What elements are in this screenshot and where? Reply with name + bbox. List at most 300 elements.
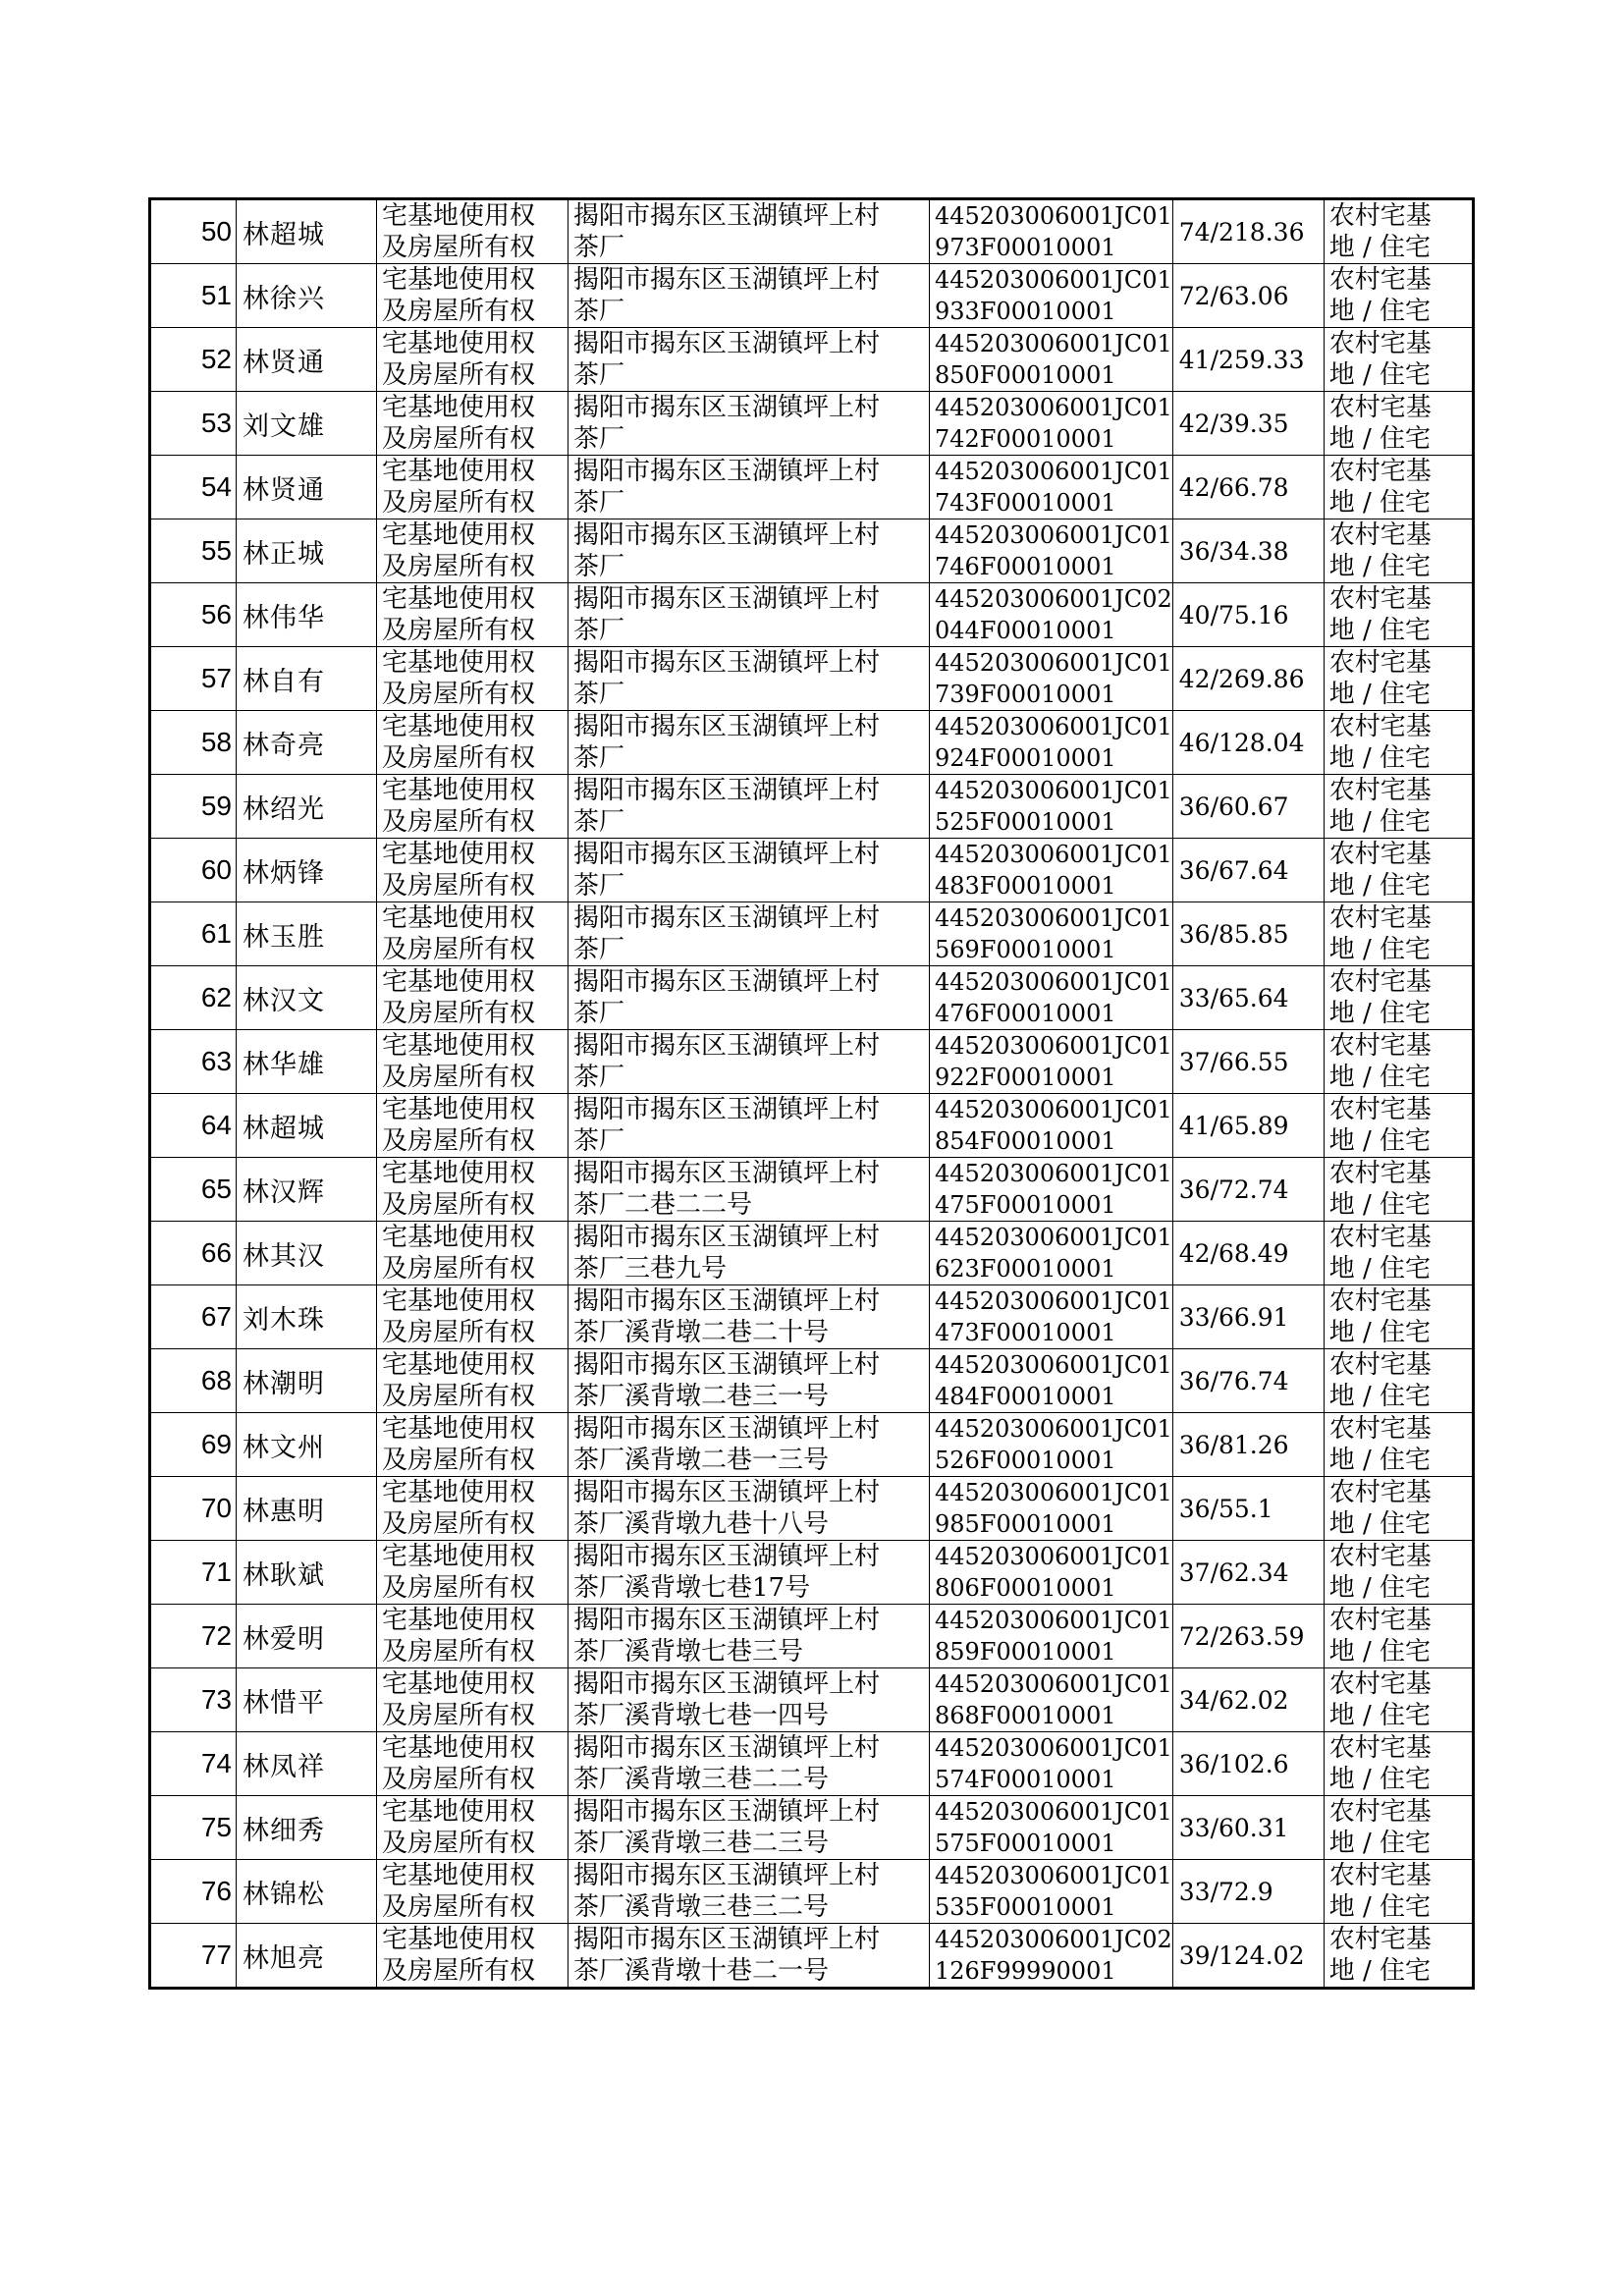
- table-row: [150, 1285, 1474, 1349]
- owner-name-cell: 林细秀: [237, 1796, 377, 1860]
- address-line: 茶厂: [573, 680, 625, 709]
- land-use-line: 农村宅基: [1328, 1925, 1432, 1954]
- right-type-line: 宅基地使用权: [382, 201, 536, 231]
- address-line: 茶厂: [573, 743, 625, 773]
- address-line: 茶厂溪背墩七巷三号: [573, 1637, 804, 1667]
- land-use-cell: [1324, 1094, 1473, 1158]
- land-use-line: 地 / 住宅: [1328, 1382, 1432, 1411]
- right-type-line: 及房屋所有权: [382, 1892, 536, 1922]
- land-use-cell: [1324, 328, 1473, 392]
- right-type-line: 宅基地使用权: [382, 1542, 536, 1571]
- area-cell: 33/66.91: [1172, 1285, 1324, 1349]
- address-line: 揭阳市揭东区玉湖镇坪上村: [573, 1861, 881, 1890]
- area-cell: 42/269.86: [1172, 647, 1324, 711]
- right-type-line: 及房屋所有权: [382, 360, 536, 390]
- land-use-line: 农村宅基: [1328, 520, 1432, 550]
- certificate-number-cell: [930, 328, 1173, 392]
- table-body: [150, 199, 1474, 1989]
- area-cell: 36/67.64: [1172, 839, 1324, 902]
- land-use-line: 地 / 住宅: [1328, 360, 1432, 390]
- address-line: 茶厂: [573, 999, 625, 1028]
- right-type-line: 及房屋所有权: [382, 935, 536, 964]
- land-use-cell: [1324, 264, 1473, 328]
- right-type-line: 宅基地使用权: [382, 1925, 536, 1954]
- land-use-line: 农村宅基: [1328, 1031, 1432, 1061]
- row-number-cell: 76: [150, 1860, 237, 1924]
- right-type-line: 及房屋所有权: [382, 1318, 536, 1347]
- land-use-cell: [1324, 1541, 1473, 1605]
- certificate-number-line: 445203006001JC01: [935, 1862, 1172, 1889]
- address-line: 茶厂: [573, 871, 625, 901]
- land-use-line: 地 / 住宅: [1328, 1892, 1432, 1922]
- certificate-number-line: 854F00010001: [935, 1127, 1116, 1155]
- right-type-cell: [377, 1094, 568, 1158]
- right-type-line: 及房屋所有权: [382, 552, 536, 581]
- area-cell: 33/60.31: [1172, 1796, 1324, 1860]
- right-type-line: 及房屋所有权: [382, 616, 536, 645]
- land-use-line: 农村宅基: [1328, 1095, 1432, 1124]
- address-cell: [568, 264, 930, 328]
- row-number-cell: 70: [150, 1477, 237, 1541]
- row-number-cell: 75: [150, 1796, 237, 1860]
- address-cell: [568, 1030, 930, 1094]
- land-use-line: 地 / 住宅: [1328, 743, 1432, 773]
- land-use-cell: [1324, 199, 1473, 264]
- address-cell: [568, 519, 930, 583]
- owner-name-cell: 林奇亮: [237, 711, 377, 775]
- address-cell: [568, 1094, 930, 1158]
- land-use-cell: [1324, 1860, 1473, 1924]
- certificate-number-line: 445203006001JC01: [935, 904, 1172, 932]
- address-cell: [568, 839, 930, 902]
- right-type-cell: [377, 647, 568, 711]
- right-type-line: 宅基地使用权: [382, 1478, 536, 1507]
- area-cell: 42/68.49: [1172, 1222, 1324, 1285]
- certificate-number-cell: [930, 1285, 1173, 1349]
- address-line: 揭阳市揭东区玉湖镇坪上村: [573, 265, 881, 295]
- certificate-number-line: 739F00010001: [935, 681, 1116, 708]
- land-use-line: 地 / 住宅: [1328, 1126, 1432, 1156]
- address-line: 茶厂: [573, 552, 625, 581]
- registration-table: [148, 197, 1475, 1990]
- owner-name-cell: 林绍光: [237, 775, 377, 839]
- address-line: 揭阳市揭东区玉湖镇坪上村: [573, 329, 881, 358]
- table-row: [150, 328, 1474, 392]
- right-type-line: 宅基地使用权: [382, 1414, 536, 1444]
- land-use-line: 地 / 住宅: [1328, 1829, 1432, 1858]
- certificate-number-line: 445203006001JC01: [935, 968, 1172, 996]
- land-use-cell: [1324, 1030, 1473, 1094]
- land-use-line: 农村宅基: [1328, 1733, 1432, 1763]
- land-use-cell: [1324, 456, 1473, 519]
- row-number-cell: 58: [150, 711, 237, 775]
- right-type-line: 宅基地使用权: [382, 1797, 536, 1827]
- certificate-number-cell: [930, 711, 1173, 775]
- certificate-number-line: 445203006001JC01: [935, 841, 1172, 868]
- owner-name-cell: 林惠明: [237, 1477, 377, 1541]
- address-line: 茶厂溪背墩七巷17号: [573, 1573, 811, 1603]
- owner-name-cell: 林锦松: [237, 1860, 377, 1924]
- right-type-line: 及房屋所有权: [382, 680, 536, 709]
- right-type-cell: [377, 1860, 568, 1924]
- row-number-cell: 64: [150, 1094, 237, 1158]
- address-cell: [568, 1860, 930, 1924]
- address-cell: [568, 647, 930, 711]
- table-row: [150, 1796, 1474, 1860]
- land-use-cell: [1324, 711, 1473, 775]
- land-use-line: 农村宅基: [1328, 648, 1432, 678]
- land-use-line: 地 / 住宅: [1328, 1318, 1432, 1347]
- right-type-line: 宅基地使用权: [382, 1861, 536, 1890]
- table-row: [150, 966, 1474, 1030]
- land-use-line: 地 / 住宅: [1328, 1190, 1432, 1220]
- land-use-line: 农村宅基: [1328, 967, 1432, 997]
- certificate-number-cell: [930, 902, 1173, 966]
- certificate-number-line: 445203006001JC01: [935, 1351, 1172, 1379]
- table-row: [150, 519, 1474, 583]
- right-type-line: 宅基地使用权: [382, 1095, 536, 1124]
- address-line: 揭阳市揭东区玉湖镇坪上村: [573, 1606, 881, 1635]
- right-type-line: 宅基地使用权: [382, 1223, 536, 1252]
- land-use-line: 农村宅基: [1328, 1861, 1432, 1890]
- certificate-number-line: 445203006001JC01: [935, 1607, 1172, 1634]
- row-number-cell: 77: [150, 1924, 237, 1989]
- certificate-number-line: 445203006001JC02: [935, 1926, 1172, 1953]
- owner-name-cell: 林惜平: [237, 1668, 377, 1732]
- certificate-number-line: 445203006001JC01: [935, 1224, 1172, 1251]
- address-cell: [568, 1732, 930, 1796]
- table-row: [150, 1094, 1474, 1158]
- table-row: [150, 902, 1474, 966]
- certificate-number-line: 445203006001JC01: [935, 458, 1172, 485]
- certificate-number-line: 445203006001JC01: [935, 1479, 1172, 1506]
- land-use-cell: [1324, 1605, 1473, 1668]
- certificate-number-cell: [930, 1477, 1173, 1541]
- certificate-number-cell: [930, 583, 1173, 647]
- address-line: 揭阳市揭东区玉湖镇坪上村: [573, 712, 881, 741]
- owner-name-cell: 林贤通: [237, 328, 377, 392]
- certificate-number-cell: [930, 1158, 1173, 1222]
- right-type-cell: [377, 839, 568, 902]
- table-row: [150, 1030, 1474, 1094]
- table-row: [150, 392, 1474, 456]
- certificate-number-line: 445203006001JC01: [935, 1670, 1172, 1698]
- right-type-cell: [377, 1796, 568, 1860]
- area-cell: 36/102.6: [1172, 1732, 1324, 1796]
- address-line: 揭阳市揭东区玉湖镇坪上村: [573, 1223, 881, 1252]
- right-type-line: 宅基地使用权: [382, 393, 536, 422]
- certificate-number-line: 483F00010001: [935, 872, 1116, 900]
- area-cell: 42/66.78: [1172, 456, 1324, 519]
- address-cell: [568, 1796, 930, 1860]
- area-cell: 36/81.26: [1172, 1413, 1324, 1477]
- row-number-cell: 53: [150, 392, 237, 456]
- certificate-number-line: 473F00010001: [935, 1319, 1116, 1346]
- owner-name-cell: 林正城: [237, 519, 377, 583]
- address-line: 揭阳市揭东区玉湖镇坪上村: [573, 1095, 881, 1124]
- certificate-number-line: 574F00010001: [935, 1766, 1116, 1793]
- certificate-number-line: 445203006001JC01: [935, 1032, 1172, 1060]
- right-type-line: 及房屋所有权: [382, 488, 536, 518]
- address-line: 揭阳市揭东区玉湖镇坪上村: [573, 967, 881, 997]
- address-cell: [568, 583, 930, 647]
- right-type-cell: [377, 1349, 568, 1413]
- certificate-number-cell: [930, 1222, 1173, 1285]
- address-line: 揭阳市揭东区玉湖镇坪上村: [573, 1414, 881, 1444]
- certificate-number-line: 445203006001JC01: [935, 1734, 1172, 1762]
- table-row: [150, 583, 1474, 647]
- right-type-cell: [377, 583, 568, 647]
- row-number-cell: 59: [150, 775, 237, 839]
- table-row: [150, 456, 1474, 519]
- land-use-cell: [1324, 583, 1473, 647]
- land-use-line: 农村宅基: [1328, 265, 1432, 295]
- address-line: 茶厂: [573, 807, 625, 837]
- right-type-cell: [377, 1668, 568, 1732]
- land-use-line: 农村宅基: [1328, 1542, 1432, 1571]
- certificate-number-line: 868F00010001: [935, 1702, 1116, 1729]
- certificate-number-line: 535F00010001: [935, 1893, 1116, 1921]
- certificate-number-line: 445203006001JC01: [935, 649, 1172, 677]
- address-line: 茶厂溪背墩二巷一三号: [573, 1446, 830, 1475]
- row-number-cell: 61: [150, 902, 237, 966]
- land-use-line: 地 / 住宅: [1328, 871, 1432, 901]
- address-line: 揭阳市揭东区玉湖镇坪上村: [573, 1925, 881, 1954]
- right-type-cell: [377, 902, 568, 966]
- certificate-number-line: 742F00010001: [935, 425, 1116, 453]
- right-type-line: 及房屋所有权: [382, 1446, 536, 1475]
- row-number-cell: 68: [150, 1349, 237, 1413]
- certificate-number-line: 743F00010001: [935, 489, 1116, 517]
- address-line: 茶厂溪背墩三巷三二号: [573, 1892, 830, 1922]
- area-cell: 46/128.04: [1172, 711, 1324, 775]
- area-cell: 37/66.55: [1172, 1030, 1324, 1094]
- owner-name-cell: 林贤通: [237, 456, 377, 519]
- address-line: 揭阳市揭东区玉湖镇坪上村: [573, 1031, 881, 1061]
- right-type-line: 宅基地使用权: [382, 265, 536, 295]
- certificate-number-line: 445203006001JC01: [935, 777, 1172, 804]
- land-use-cell: [1324, 1349, 1473, 1413]
- address-cell: [568, 1924, 930, 1989]
- address-line: 揭阳市揭东区玉湖镇坪上村: [573, 776, 881, 805]
- row-number-cell: 66: [150, 1222, 237, 1285]
- right-type-line: 宅基地使用权: [382, 584, 536, 614]
- right-type-cell: [377, 711, 568, 775]
- address-line: 揭阳市揭东区玉湖镇坪上村: [573, 201, 881, 231]
- table-row: [150, 1349, 1474, 1413]
- address-cell: [568, 1349, 930, 1413]
- certificate-number-cell: [930, 966, 1173, 1030]
- land-use-line: 农村宅基: [1328, 1669, 1432, 1699]
- owner-name-cell: 林其汉: [237, 1222, 377, 1285]
- row-number-cell: 54: [150, 456, 237, 519]
- area-cell: 40/75.16: [1172, 583, 1324, 647]
- right-type-cell: [377, 1222, 568, 1285]
- certificate-number-cell: [930, 1796, 1173, 1860]
- land-use-cell: [1324, 902, 1473, 966]
- land-use-line: 地 / 住宅: [1328, 1701, 1432, 1730]
- certificate-number-cell: [930, 1860, 1173, 1924]
- address-cell: [568, 1668, 930, 1732]
- certificate-number-line: 806F00010001: [935, 1574, 1116, 1602]
- land-use-line: 地 / 住宅: [1328, 1573, 1432, 1603]
- address-line: 茶厂溪背墩七巷一四号: [573, 1701, 830, 1730]
- address-line: 揭阳市揭东区玉湖镇坪上村: [573, 1797, 881, 1827]
- land-use-line: 地 / 住宅: [1328, 1765, 1432, 1794]
- table-row: [150, 1477, 1474, 1541]
- area-cell: 33/72.9: [1172, 1860, 1324, 1924]
- right-type-line: 及房屋所有权: [382, 1956, 536, 1986]
- owner-name-cell: 刘木珠: [237, 1285, 377, 1349]
- address-line: 揭阳市揭东区玉湖镇坪上村: [573, 648, 881, 678]
- certificate-number-line: 623F00010001: [935, 1255, 1116, 1283]
- right-type-line: 及房屋所有权: [382, 424, 536, 454]
- row-number-cell: 56: [150, 583, 237, 647]
- certificate-number-line: 445203006001JC01: [935, 1543, 1172, 1570]
- certificate-number-line: 746F00010001: [935, 553, 1116, 580]
- right-type-cell: [377, 1158, 568, 1222]
- address-cell: [568, 456, 930, 519]
- address-cell: [568, 711, 930, 775]
- certificate-number-line: 445203006001JC01: [935, 1798, 1172, 1826]
- area-cell: 36/60.67: [1172, 775, 1324, 839]
- owner-name-cell: 林旭亮: [237, 1924, 377, 1989]
- owner-name-cell: 林华雄: [237, 1030, 377, 1094]
- row-number-cell: 63: [150, 1030, 237, 1094]
- land-use-line: 地 / 住宅: [1328, 807, 1432, 837]
- right-type-line: 及房屋所有权: [382, 233, 536, 262]
- address-line: 揭阳市揭东区玉湖镇坪上村: [573, 1542, 881, 1571]
- address-line: 揭阳市揭东区玉湖镇坪上村: [573, 1350, 881, 1380]
- land-use-line: 农村宅基: [1328, 584, 1432, 614]
- owner-name-cell: 林汉辉: [237, 1158, 377, 1222]
- address-cell: [568, 392, 930, 456]
- land-use-cell: [1324, 1796, 1473, 1860]
- owner-name-cell: 刘文雄: [237, 392, 377, 456]
- certificate-number-cell: [930, 775, 1173, 839]
- address-line: 茶厂二巷二二号: [573, 1190, 753, 1220]
- land-use-line: 农村宅基: [1328, 329, 1432, 358]
- right-type-line: 及房屋所有权: [382, 999, 536, 1028]
- land-use-line: 农村宅基: [1328, 1223, 1432, 1252]
- land-use-line: 地 / 住宅: [1328, 999, 1432, 1028]
- right-type-line: 及房屋所有权: [382, 1254, 536, 1284]
- area-cell: 36/76.74: [1172, 1349, 1324, 1413]
- owner-name-cell: 林爱明: [237, 1605, 377, 1668]
- land-use-cell: [1324, 1158, 1473, 1222]
- right-type-line: 宅基地使用权: [382, 520, 536, 550]
- certificate-number-line: 476F00010001: [935, 1000, 1116, 1027]
- certificate-number-line: 445203006001JC01: [935, 1287, 1172, 1315]
- land-use-line: 农村宅基: [1328, 1286, 1432, 1316]
- land-use-line: 地 / 住宅: [1328, 297, 1432, 326]
- right-type-line: 及房屋所有权: [382, 1509, 536, 1539]
- right-type-cell: [377, 264, 568, 328]
- certificate-number-line: 922F00010001: [935, 1064, 1116, 1091]
- right-type-line: 宅基地使用权: [382, 648, 536, 678]
- land-use-cell: [1324, 839, 1473, 902]
- address-line: 茶厂: [573, 360, 625, 390]
- certificate-number-line: 924F00010001: [935, 744, 1116, 772]
- row-number-cell: 51: [150, 264, 237, 328]
- area-cell: 36/72.74: [1172, 1158, 1324, 1222]
- right-type-line: 及房屋所有权: [382, 1701, 536, 1730]
- right-type-cell: [377, 328, 568, 392]
- certificate-number-line: 445203006001JC01: [935, 266, 1172, 294]
- land-use-cell: [1324, 1222, 1473, 1285]
- certificate-number-line: 850F00010001: [935, 361, 1116, 389]
- certificate-number-cell: [930, 1541, 1173, 1605]
- address-line: 茶厂: [573, 616, 625, 645]
- row-number-cell: 50: [150, 199, 237, 264]
- certificate-number-line: 933F00010001: [935, 298, 1116, 325]
- row-number-cell: 62: [150, 966, 237, 1030]
- address-line: 茶厂: [573, 935, 625, 964]
- row-number-cell: 55: [150, 519, 237, 583]
- area-cell: 36/55.1: [1172, 1477, 1324, 1541]
- right-type-line: 宅基地使用权: [382, 967, 536, 997]
- certificate-number-line: 445203006001JC01: [935, 330, 1172, 357]
- certificate-number-line: 475F00010001: [935, 1191, 1116, 1219]
- right-type-line: 宅基地使用权: [382, 1733, 536, 1763]
- right-type-cell: [377, 456, 568, 519]
- right-type-cell: [377, 1477, 568, 1541]
- address-line: 茶厂三巷九号: [573, 1254, 728, 1284]
- land-use-cell: [1324, 966, 1473, 1030]
- right-type-line: 宅基地使用权: [382, 840, 536, 869]
- right-type-line: 及房屋所有权: [382, 1382, 536, 1411]
- area-cell: 34/62.02: [1172, 1668, 1324, 1732]
- address-cell: [568, 966, 930, 1030]
- certificate-number-cell: [930, 839, 1173, 902]
- right-type-cell: [377, 1541, 568, 1605]
- address-line: 茶厂溪背墩二巷三一号: [573, 1382, 830, 1411]
- certificate-number-line: 445203006001JC01: [935, 713, 1172, 740]
- certificate-number-cell: [930, 264, 1173, 328]
- certificate-number-line: 445203006001JC01: [935, 521, 1172, 549]
- certificate-number-line: 445203006001JC02: [935, 585, 1172, 613]
- land-use-line: 地 / 住宅: [1328, 680, 1432, 709]
- area-cell: 36/34.38: [1172, 519, 1324, 583]
- address-line: 茶厂溪背墩二巷二十号: [573, 1318, 830, 1347]
- right-type-line: 宅基地使用权: [382, 1286, 536, 1316]
- address-line: 揭阳市揭东区玉湖镇坪上村: [573, 584, 881, 614]
- row-number-cell: 65: [150, 1158, 237, 1222]
- row-number-cell: 60: [150, 839, 237, 902]
- address-cell: [568, 1158, 930, 1222]
- land-use-line: 地 / 住宅: [1328, 1254, 1432, 1284]
- certificate-number-line: 445203006001JC01: [935, 394, 1172, 421]
- land-use-cell: [1324, 392, 1473, 456]
- certificate-number-cell: [930, 1732, 1173, 1796]
- owner-name-cell: 林炳锋: [237, 839, 377, 902]
- land-use-cell: [1324, 647, 1473, 711]
- land-use-line: 农村宅基: [1328, 393, 1432, 422]
- certificate-number-line: 985F00010001: [935, 1510, 1116, 1538]
- right-type-cell: [377, 1030, 568, 1094]
- certificate-number-cell: [930, 392, 1173, 456]
- certificate-number-cell: [930, 647, 1173, 711]
- right-type-line: 及房屋所有权: [382, 871, 536, 901]
- land-use-cell: [1324, 519, 1473, 583]
- right-type-line: 宅基地使用权: [382, 903, 536, 933]
- area-cell: 37/62.34: [1172, 1541, 1324, 1605]
- owner-name-cell: 林潮明: [237, 1349, 377, 1413]
- address-line: 揭阳市揭东区玉湖镇坪上村: [573, 903, 881, 933]
- land-use-cell: [1324, 1285, 1473, 1349]
- address-cell: [568, 199, 930, 264]
- land-use-line: 地 / 住宅: [1328, 616, 1432, 645]
